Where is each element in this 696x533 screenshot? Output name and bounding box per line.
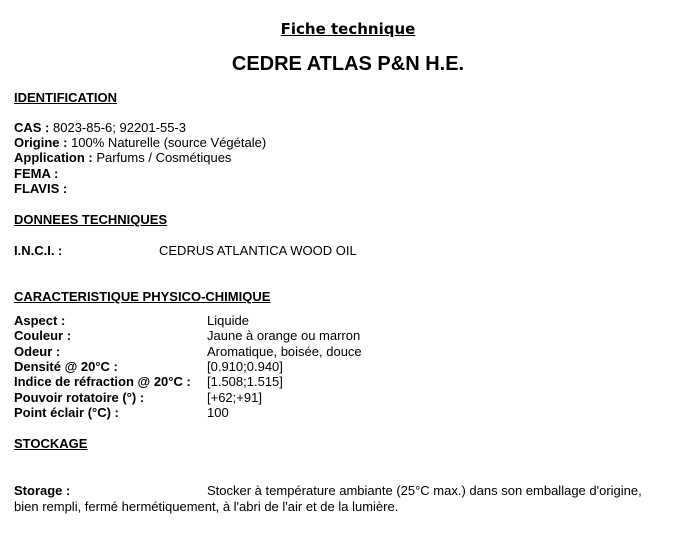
- section-title-storage: STOCKAGE: [14, 436, 88, 451]
- section-title-physico: CARACTERISTIQUE PHYSICO-CHIMIQUE: [14, 289, 271, 304]
- field-value: 8023-85-6; 92201-55-3: [49, 120, 186, 135]
- field-label: FEMA :: [14, 166, 59, 181]
- field-fema: [14, 166, 58, 181]
- physico-value-couleur: Jaune à orange ou marron: [207, 328, 361, 343]
- physico-label-rotatoire: Pouvoir rotatoire (°) :: [14, 390, 145, 405]
- storage-text-line1: Stocker à température ambiante (25°C max.) dans son emballage d'origine,: [207, 483, 642, 498]
- physico-value-odeur: Aromatique, boisée, douce: [207, 344, 362, 359]
- physico-value-aspect: Liquide: [207, 313, 249, 328]
- field-cas: [14, 120, 186, 135]
- physico-value-rotatoire: [+62;+91]: [207, 390, 262, 405]
- product-name-title: CEDRE ATLAS P&N H.E.: [231, 53, 465, 75]
- field-value: 100% Naturelle (source Végétale): [67, 135, 267, 150]
- physico-label-couleur: Couleur :: [14, 328, 72, 343]
- field-label: Origine :: [14, 135, 68, 150]
- field-label: CAS :: [14, 120, 50, 135]
- physico-label-aspect: Aspect :: [14, 313, 66, 328]
- field-label: FLAVIS :: [14, 181, 68, 196]
- physico-value-densite: [0.910;0.940]: [207, 359, 283, 374]
- physico-value-refraction: [1.508;1.515]: [207, 374, 283, 389]
- inci-value: CEDRUS ATLANTICA WOOD OIL: [159, 243, 357, 258]
- physico-label-densite: Densité @ 20°C :: [14, 359, 118, 374]
- field-value: Parfums / Cosmétiques: [92, 150, 232, 165]
- section-title-technical: DONNEES TECHNIQUES: [14, 212, 168, 227]
- field-label: Application :: [14, 150, 93, 165]
- physico-label-eclair: Point éclair (°C) :: [14, 405, 119, 420]
- inci-label: I.N.C.I. :: [14, 243, 63, 258]
- section-title-identification: IDENTIFICATION: [14, 90, 118, 105]
- field-application: [14, 150, 231, 165]
- physico-label-refraction: Indice de réfraction @ 20°C :: [14, 374, 191, 389]
- physico-label-odeur: Odeur :: [14, 344, 61, 359]
- field-flavis: [14, 181, 67, 196]
- field-origine: [14, 135, 266, 150]
- document-type-title: Fiche technique: [280, 20, 416, 38]
- storage-text-line2: bien rempli, fermé hermétiquement, à l'abri de l'air et de la lumière.: [14, 499, 399, 514]
- storage-label: Storage :: [14, 483, 71, 498]
- physico-value-eclair: 100: [207, 405, 229, 420]
